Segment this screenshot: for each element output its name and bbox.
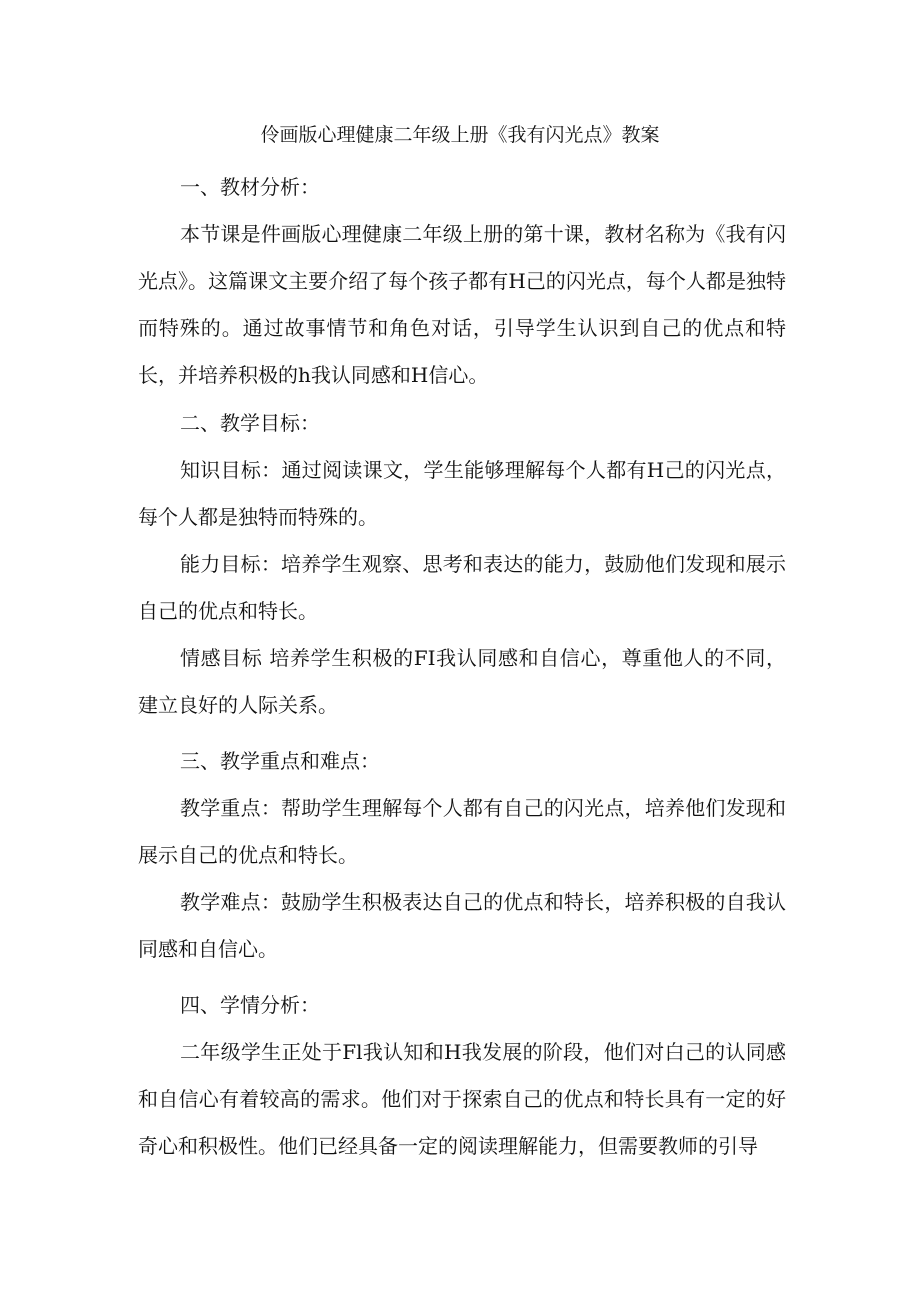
section-heading-key-points: 三、教学重点和难点： [180,749,380,773]
section-heading-student-analysis: 四、学情分析： [180,993,320,1017]
paragraph-student-analysis: 二年级学生正处于Fl我认知和H我发展的阶段，他们对白己的认同感和自信心有着较高的需求。他们对于探索自己的优点和特长具有一定的好奇心和积极性。他们已经具备一定的阅读理解能力，但需要教师的引导 [138,1040,786,1158]
document-title: 伶画版心理健康二年级上册《我有闪光点》教案 [260,124,660,146]
paragraph-difficult-point: 教学难点：鼓励学生积极表达自己的优点和特长，培养积极的自我认同感和自信心。 [138,890,786,961]
section-heading-analysis: 一、教材分析： [180,175,320,199]
paragraph-knowledge-objective: 知识目标：通过阅读课文，学生能够理解每个人都有H己的闪光点，每个人都是独特而特殊的。 [138,458,786,529]
paragraph-emotional-objective: 情感目标 培养学生积极的FI我认同感和自信心，尊重他人的不同，建立良好的人际关系。 [138,646,786,717]
paragraph-key-point: 教学重点：帮助学生理解每个人都有自己的闪光点，培养他们发现和展示自己的优点和特长。 [138,796,786,867]
section-heading-objectives: 二、教学目标： [180,411,320,435]
paragraph-ability-objective: 能力目标：培养学生观察、思考和表达的能力，鼓励他们发现和展示自己的优点和特长。 [138,552,786,623]
paragraph-material-analysis: 本节课是件画版心理健康二年级上册的第十课，教材名称为《我有闪光点》。这篇课文主要介绍了每个孩子都有H己的闪光点，每个人都是独特而特殊的。通过故事情节和角色对话，引导学生认识到自己的优点和特长，并培养积极的h我认同感和H信心。 [138,222,786,387]
